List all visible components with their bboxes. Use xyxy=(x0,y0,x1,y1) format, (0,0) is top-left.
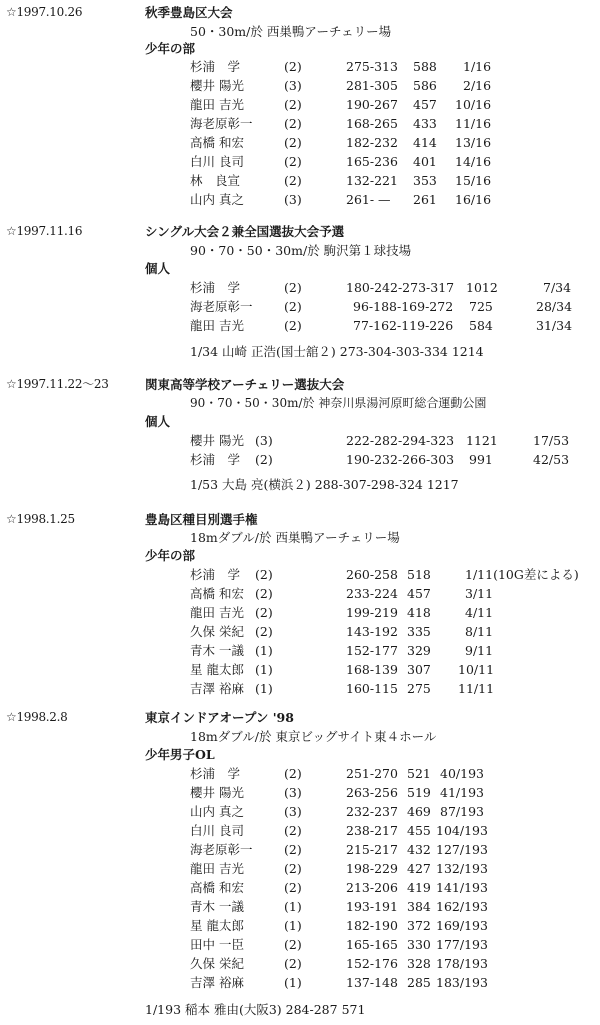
rank: 132/193 xyxy=(436,861,488,876)
athlete-name: 龍田 吉光 xyxy=(190,318,244,333)
total-score: 328 xyxy=(407,956,431,971)
athlete-grade: (2) xyxy=(284,299,302,314)
rank: 11/11 xyxy=(458,681,495,696)
athlete-grade: (2) xyxy=(284,97,302,112)
athlete-grade: (2) xyxy=(284,861,302,876)
athlete-name: 星 龍太郎 xyxy=(190,662,244,677)
event-date: ☆1998.1.25 xyxy=(6,512,75,526)
athlete-grade: (1) xyxy=(284,918,302,933)
athlete-name: 白川 良司 xyxy=(190,823,244,838)
event-title: シングル大会２兼全国選抜大会予選 xyxy=(145,224,345,239)
round-scores: 260-258 xyxy=(346,567,398,582)
athlete-name: 白川 良司 xyxy=(190,154,244,169)
athlete-grade: (2) xyxy=(255,567,273,582)
round-scores: 190-232-266-303 xyxy=(346,452,455,467)
round-scores: 281-305 xyxy=(346,78,398,93)
rank: 10/16 xyxy=(455,97,492,112)
rank: 169/193 xyxy=(436,918,488,933)
total-score: 725 xyxy=(469,299,493,314)
round-scores: 199-219 xyxy=(346,605,398,620)
athlete-grade: (2) xyxy=(284,135,302,150)
total-score: 588 xyxy=(413,59,437,74)
athlete-grade: (2) xyxy=(284,318,302,333)
athlete-grade: (2) xyxy=(284,937,302,952)
athlete-name: 吉澤 裕麻 xyxy=(190,975,244,990)
rank: 178/193 xyxy=(436,956,488,971)
total-score: 433 xyxy=(413,116,437,131)
round-scores: 143-192 xyxy=(346,624,398,639)
rank: 141/193 xyxy=(436,880,488,895)
round-scores: 137-148 xyxy=(346,975,398,990)
athlete-grade: (3) xyxy=(284,785,302,800)
athlete-grade: (3) xyxy=(255,433,273,448)
athlete-grade: (3) xyxy=(284,78,302,93)
athlete-grade: (2) xyxy=(284,880,302,895)
rank: 127/193 xyxy=(436,842,488,857)
athlete-name: 龍田 吉光 xyxy=(190,861,244,876)
athlete-name: 杉浦 学 xyxy=(190,59,241,74)
athlete-name: 吉澤 裕麻 xyxy=(190,681,244,696)
athlete-name: 杉浦 学 xyxy=(190,452,241,467)
round-scores: 152-177 xyxy=(346,643,398,658)
winner-note: 1/53 大島 亮(横浜２) 288-307-298-324 1217 xyxy=(190,477,459,492)
round-scores: 213-206 xyxy=(346,880,398,895)
athlete-name: 山内 真之 xyxy=(190,804,244,819)
rank: 4/11 xyxy=(465,605,494,620)
total-score: 427 xyxy=(407,861,431,876)
total-score: 401 xyxy=(413,154,437,169)
total-score: 432 xyxy=(407,842,431,857)
athlete-name: 山内 真之 xyxy=(190,192,244,207)
athlete-grade: (1) xyxy=(255,643,273,658)
athlete-name: 龍田 吉光 xyxy=(190,97,244,112)
athlete-name: 杉浦 学 xyxy=(190,766,241,781)
round-scores: 77-162-119-226 xyxy=(353,318,454,333)
round-scores: 193-191 xyxy=(346,899,398,914)
athlete-name: 杉浦 学 xyxy=(190,567,241,582)
rank: 162/193 xyxy=(436,899,488,914)
round-scores: 275-313 xyxy=(346,59,398,74)
round-scores: 233-224 xyxy=(346,586,398,601)
event-venue: 50・30m/於 西巣鴨アーチェリー場 xyxy=(190,24,392,39)
rank: 31/34 xyxy=(536,318,573,333)
athlete-name: 久保 栄紀 xyxy=(190,624,244,639)
athlete-name: 高橋 和宏 xyxy=(190,586,244,601)
rank: 17/53 xyxy=(533,433,570,448)
rank: 28/34 xyxy=(536,299,573,314)
event-title: 東京インドアオープン '98 xyxy=(145,710,294,725)
round-scores: 238-217 xyxy=(346,823,398,838)
rank: 42/53 xyxy=(533,452,570,467)
round-scores: 251-270 xyxy=(346,766,398,781)
event-date: ☆1998.2.8 xyxy=(6,710,68,724)
total-score: 1121 xyxy=(466,433,498,448)
total-score: 991 xyxy=(469,452,493,467)
event-venue: 18mダブル/於 東京ビッグサイト東４ホール xyxy=(190,729,437,744)
round-scores: 96-188-169-272 xyxy=(353,299,454,314)
rank: 7/34 xyxy=(543,280,572,295)
athlete-grade: (2) xyxy=(284,154,302,169)
athlete-grade: (2) xyxy=(284,173,302,188)
total-score: 455 xyxy=(407,823,431,838)
rank: 41/193 xyxy=(440,785,484,800)
rank: 9/11 xyxy=(465,643,494,658)
rank: 177/193 xyxy=(436,937,488,952)
athlete-name: 龍田 吉光 xyxy=(190,605,244,620)
category-label: 個人 xyxy=(145,414,171,429)
athlete-grade: (2) xyxy=(255,624,273,639)
total-score: 372 xyxy=(407,918,431,933)
athlete-name: 櫻井 陽光 xyxy=(190,785,244,800)
total-score: 469 xyxy=(407,804,431,819)
athlete-grade: (3) xyxy=(284,192,302,207)
event-venue: 18mダブル/於 西巣鴨アーチェリー場 xyxy=(190,530,400,545)
total-score: 518 xyxy=(407,567,431,582)
round-scores: 152-176 xyxy=(346,956,398,971)
round-scores: 165-165 xyxy=(346,937,398,952)
athlete-grade: (2) xyxy=(284,280,302,295)
athlete-grade: (2) xyxy=(284,766,302,781)
round-scores: 232-237 xyxy=(346,804,398,819)
total-score: 584 xyxy=(469,318,493,333)
event-title: 関東高等学校アーチェリー選抜大会 xyxy=(145,377,345,392)
athlete-name: 高橋 和宏 xyxy=(190,880,244,895)
rank: 104/193 xyxy=(436,823,488,838)
round-scores: 165-236 xyxy=(346,154,398,169)
rank: 183/193 xyxy=(436,975,488,990)
total-score: 418 xyxy=(407,605,431,620)
total-score: 414 xyxy=(413,135,437,150)
winner-note: 1/34 山崎 正浩(国士舘２) 273-304-303-334 1214 xyxy=(190,344,484,359)
total-score: 586 xyxy=(413,78,437,93)
round-scores: 190-267 xyxy=(346,97,398,112)
athlete-grade: (3) xyxy=(284,804,302,819)
athlete-grade: (1) xyxy=(255,662,273,677)
round-scores: 198-229 xyxy=(346,861,398,876)
athlete-grade: (2) xyxy=(255,452,273,467)
athlete-grade: (1) xyxy=(284,975,302,990)
rank: 11/16 xyxy=(455,116,492,131)
rank: 10/11 xyxy=(458,662,495,677)
total-score: 307 xyxy=(407,662,431,677)
event-venue: 90・70・50・30m/於 神奈川県湯河原町総合運動公園 xyxy=(190,396,487,410)
category-label: 少年男子OL xyxy=(145,747,215,762)
athlete-name: 海老原彰一 xyxy=(190,299,253,314)
rank: 16/16 xyxy=(455,192,492,207)
total-score: 457 xyxy=(407,586,431,601)
total-score: 384 xyxy=(407,899,431,914)
total-score: 335 xyxy=(407,624,431,639)
athlete-grade: (2) xyxy=(284,116,302,131)
round-scores: 168-265 xyxy=(346,116,398,131)
round-scores: 215-217 xyxy=(346,842,398,857)
rank: 15/16 xyxy=(455,173,492,188)
round-scores: 263-256 xyxy=(346,785,398,800)
total-score: 521 xyxy=(407,766,431,781)
event-date: ☆1997.11.16 xyxy=(6,224,83,238)
event-title: 豊島区種目別選手権 xyxy=(145,512,258,527)
athlete-grade: (2) xyxy=(284,823,302,838)
round-scores: 261- — xyxy=(346,192,391,207)
athlete-name: 高橋 和宏 xyxy=(190,135,244,150)
athlete-name: 青木 一議 xyxy=(190,643,244,658)
total-score: 419 xyxy=(407,880,431,895)
athlete-name: 林 良宣 xyxy=(190,173,241,188)
rank: 2/16 xyxy=(463,78,492,93)
round-scores: 182-232 xyxy=(346,135,398,150)
total-score: 1012 xyxy=(466,280,498,295)
round-scores: 182-190 xyxy=(346,918,398,933)
rank: 87/193 xyxy=(440,804,484,819)
athlete-grade: (2) xyxy=(255,605,273,620)
category-label: 少年の部 xyxy=(145,548,196,563)
total-score: 353 xyxy=(413,173,437,188)
rank: 8/11 xyxy=(465,624,494,639)
athlete-grade: (2) xyxy=(255,586,273,601)
athlete-name: 青木 一議 xyxy=(190,899,244,914)
event-title: 秋季豊島区大会 xyxy=(145,5,233,20)
round-scores: 180-242-273-317 xyxy=(346,280,455,295)
rank: 14/16 xyxy=(455,154,492,169)
category-label: 個人 xyxy=(145,261,171,276)
winner-note: 1/193 稲本 雅由(大阪3) 284-287 571 xyxy=(145,1002,366,1017)
athlete-name: 櫻井 陽光 xyxy=(190,433,244,448)
round-scores: 132-221 xyxy=(346,173,398,188)
total-score: 519 xyxy=(407,785,431,800)
athlete-grade: (2) xyxy=(284,956,302,971)
total-score: 275 xyxy=(407,681,431,696)
athlete-name: 田中 一臣 xyxy=(190,937,244,952)
athlete-grade: (1) xyxy=(255,681,273,696)
total-score: 329 xyxy=(407,643,431,658)
category-label: 少年の部 xyxy=(145,41,196,56)
athlete-grade: (2) xyxy=(284,59,302,74)
rank: 1/11(10G差による) xyxy=(465,567,579,582)
rank: 13/16 xyxy=(455,135,492,150)
total-score: 285 xyxy=(407,975,431,990)
total-score: 457 xyxy=(413,97,437,112)
athlete-name: 海老原彰一 xyxy=(190,116,253,131)
athlete-name: 久保 栄紀 xyxy=(190,956,244,971)
rank: 40/193 xyxy=(440,766,484,781)
athlete-name: 海老原彰一 xyxy=(190,842,253,857)
rank: 1/16 xyxy=(463,59,492,74)
round-scores: 160-115 xyxy=(346,681,398,696)
event-venue: 90・70・50・30m/於 駒沢第１球技場 xyxy=(190,243,412,258)
rank: 3/11 xyxy=(465,586,494,601)
athlete-grade: (1) xyxy=(284,899,302,914)
event-date: ☆1997.10.26 xyxy=(6,5,83,19)
total-score: 261 xyxy=(413,192,437,207)
total-score: 330 xyxy=(407,937,431,952)
round-scores: 168-139 xyxy=(346,662,398,677)
athlete-name: 星 龍太郎 xyxy=(190,918,244,933)
athlete-name: 櫻井 陽光 xyxy=(190,78,244,93)
athlete-name: 杉浦 学 xyxy=(190,280,241,295)
round-scores: 222-282-294-323 xyxy=(346,433,455,448)
event-date: ☆1997.11.22～23 xyxy=(6,377,109,391)
athlete-grade: (2) xyxy=(284,842,302,857)
